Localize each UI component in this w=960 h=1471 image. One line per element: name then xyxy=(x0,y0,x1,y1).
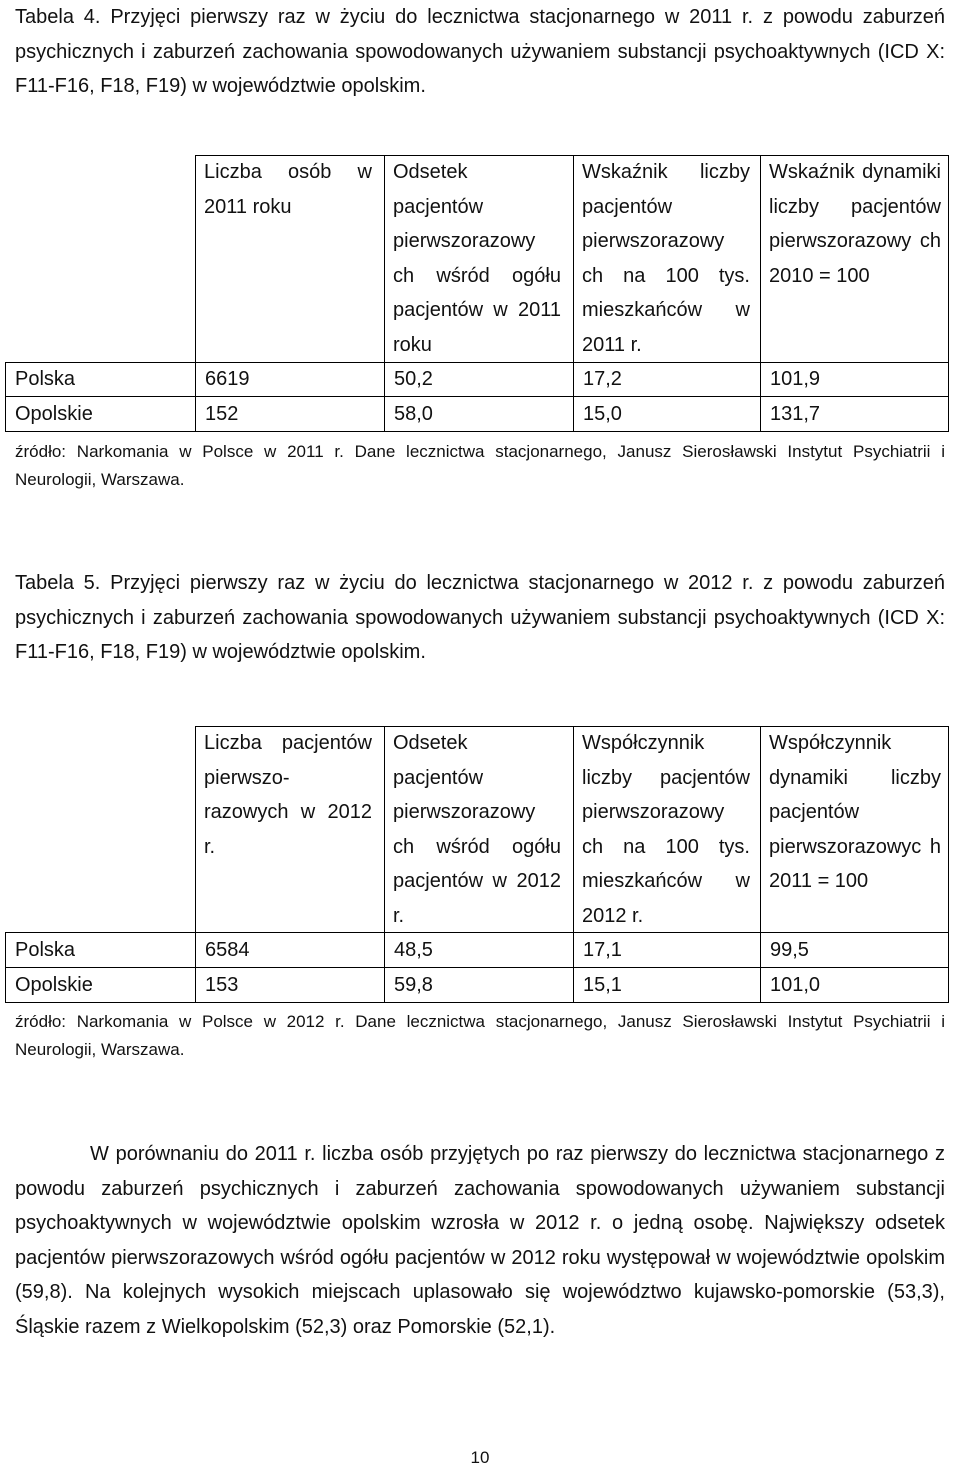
table-4-bottom-border xyxy=(5,431,949,432)
table-5-col-divider xyxy=(384,726,385,1003)
table-4-value-cell: 17,2 xyxy=(583,368,622,390)
table-5-col-divider xyxy=(573,726,574,1003)
table-4-value-cell: 15,0 xyxy=(583,403,622,425)
body-paragraph-text: W porównaniu do 2011 r. liczba osób przyjętych po raz pierwszy do lecznictwa stacjonarnego z powodu zaburzeń psychicznych i zaburzeń zachowania spowodowanych używaniem substancji psychoaktywnych w województwie opolskim wzrosła w 2012 r. o jedną osobę. Największy odsetek pacjentów pierwszorazowych wśród ogółu pacjentów w 2012 roku występował w województwie opolskim (59,8). Na kolejnych wysokich miejscach uplasowało się województwo kujawsko-pomorskie (53,3), Śląskie razem z Wielkopolskim (52,3) oraz Pomorskie (52,1). xyxy=(15,1143,945,1338)
table-5-value-cell: 101,0 xyxy=(770,974,821,996)
table-5-caption: Tabela 5. Przyjęci pierwszy raz w życiu do lecznictwa stacjonarnego w 2012 r. z powodu zaburzeń psychicznych i zaburzeń zachowania spowodowanych używaniem substancji psychoaktywnych (ICD X: F11-F16, F18, F19) w województwie opolskim. xyxy=(15,572,945,663)
table-4-right-border xyxy=(948,155,949,432)
table-4-source-note: źródło: Narkomania w Polsce w 2011 r. Dane lecznictwa stacjonarnego, Janusz Sierosławski Instytut Psychiatrii i Neurologii, Warszawa. xyxy=(15,442,945,489)
table-4-value-cell: 6619 xyxy=(205,368,250,390)
body-paragraph xyxy=(15,1137,945,1344)
table-4-col-divider xyxy=(760,155,761,432)
table-5-col-divider xyxy=(760,726,761,1003)
table-4-region-cell: Polska xyxy=(15,368,76,390)
table-5-bottom-border xyxy=(5,1002,949,1003)
table-5-region-cell: Polska xyxy=(15,939,76,961)
table-5-value-cell: 15,1 xyxy=(583,974,622,996)
table-5-value-cell: 59,8 xyxy=(394,974,433,996)
table-4-header-count: Liczba osób w 2011 roku xyxy=(204,161,372,218)
table-5-left-border xyxy=(5,932,6,1003)
table-4-header-percentage: Odsetek pacjentów pierwszorazowy ch wśród ogółu pacjentów w 2011 roku xyxy=(393,161,561,356)
table-4-header-dynamics: Wskaźnik dynamiki liczby pacjentów pierwszorazowy ch 2010 = 100 xyxy=(769,161,941,287)
table-5-value-cell: 48,5 xyxy=(394,939,433,961)
table-4-col-divider xyxy=(384,155,385,432)
table-5-header-rate: Współczynnik liczby pacjentów pierwszorazowy ch na 100 tys. mieszkańców w 2012 r. xyxy=(582,732,750,927)
table-5-header-count: Liczba pacjentów pierwszo-razowych w 2012 r. xyxy=(204,732,372,858)
page-number: 10 xyxy=(470,1448,490,1467)
table-5-header-dynamics: Współczynnik dynamiki liczby pacjentów pierwszorazowyc h 2011 = 100 xyxy=(769,732,941,892)
table-5-value-cell: 17,1 xyxy=(583,939,622,961)
table-5-right-border xyxy=(948,726,949,1003)
table-5-value-cell: 99,5 xyxy=(770,939,809,961)
table-5-header-percentage: Odsetek pacjentów pierwszorazowy ch wśród ogółu pacjentów w 2012 r. xyxy=(393,732,561,927)
table-5-region-cell: Opolskie xyxy=(15,974,93,996)
table-4-col-divider xyxy=(573,155,574,432)
table-4-caption: Tabela 4. Przyjęci pierwszy raz w życiu do lecznictwa stacjonarnego w 2011 r. z powodu zaburzeń psychicznych i zaburzeń zachowania spowodowanych używaniem substancji psychoaktywnych (ICD X: F11-F16, F18, F19) w województwie opolskim. xyxy=(15,6,945,97)
table-5-col-divider xyxy=(195,726,196,1003)
table-5-source-note: źródło: Narkomania w Polsce w 2012 r. Dane lecznictwa stacjonarnego, Janusz Sierosławski Instytut Psychiatrii i Neurologii, Warszawa. xyxy=(15,1012,945,1059)
table-4-value-cell: 101,9 xyxy=(770,368,821,390)
table-5-value-cell: 6584 xyxy=(205,939,250,961)
table-5-value-cell: 153 xyxy=(205,974,239,996)
table-4-region-cell: Opolskie xyxy=(15,403,93,425)
table-4-header-rate: Wskaźnik liczby pacjentów pierwszorazowy ch na 100 tys. mieszkańców w 2011 r. xyxy=(582,161,750,356)
table-4-value-cell: 131,7 xyxy=(770,403,821,425)
table-4-value-cell: 152 xyxy=(205,403,239,425)
table-4-col-divider xyxy=(195,155,196,432)
table-4-value-cell: 58,0 xyxy=(394,403,433,425)
table-4-value-cell: 50,2 xyxy=(394,368,433,390)
table-4-left-border xyxy=(5,362,6,432)
